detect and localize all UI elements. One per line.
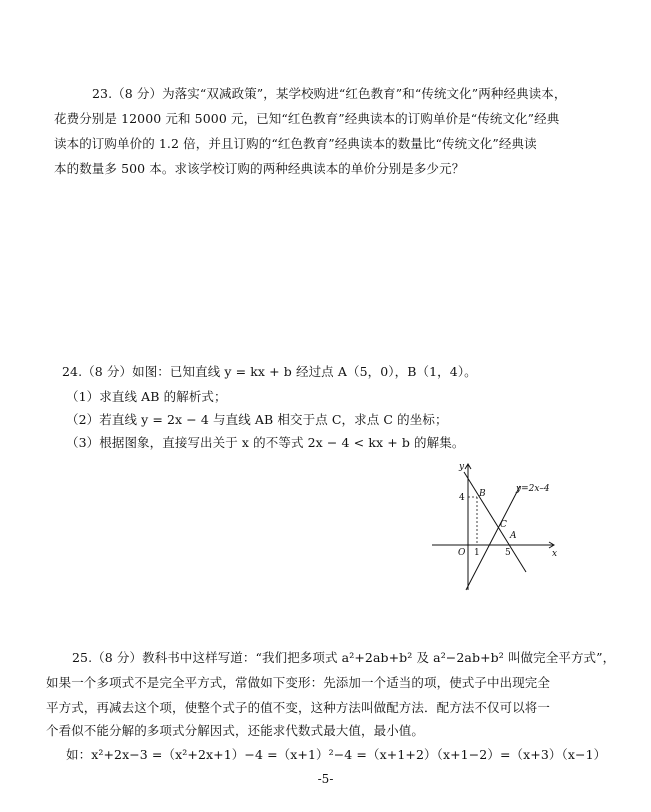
point-b-label: B [479, 489, 486, 499]
q23-line-4: 本的数量多 500 本。求该学校订购的两种经典读本的单价分别是多少元？ [54, 161, 465, 176]
x-axis-label: x [552, 549, 558, 559]
q25-line-2: 如果一个多项式不是完全平方式，常做如下变形：先添加一个适当的项，使式子中出现完全 [46, 675, 551, 690]
tick-5-label: 5 [505, 548, 511, 558]
q25-line-3: 平方式，再减去这个项，使整个式子的值不变，这种方法叫做配方法．配方法不仅可以将一 [46, 700, 551, 715]
point-c-label: C [500, 520, 507, 530]
q24-line-1: 24.（8 分）如图：已知直线 y = kx + b 经过点 A（5，0），B（1，4）。 [62, 364, 477, 379]
q25-line-5: 如：x²+2x−3 =（x²+2x+1）−4 =（x+1）²−4 =（x+1+2）（x+1−2）=（x+3）（x−1） [66, 747, 607, 762]
q23-line-3: 读本的订购单价的 1.2 倍，并且订购的“红色教育”经典读本的数量比“传统文化”经典读 [54, 136, 537, 151]
point-a-label: A [510, 531, 517, 541]
q24-line-2: （1）求直线 AB 的解析式； [66, 389, 227, 404]
page-number: -5- [317, 772, 334, 786]
origin-label: O [458, 548, 466, 558]
q24-line-3: （2）若直线 y = 2x − 4 与直线 AB 相交于点 C，求点 C 的坐标； [66, 412, 448, 427]
tick-4-label: 4 [459, 493, 465, 503]
q23-line-2: 花费分别是 12000 元和 5000 元，已知“红色教育”经典读本的订购单价是“传统文化”经典 [54, 111, 560, 126]
q25-line-1: 25.（8 分）教科书中这样写道：“我们把多项式 a²+2ab+b² 及 a²−2ab+b² 叫做完全平方式”， [72, 650, 616, 665]
y-axis-label: y [459, 462, 465, 472]
q24-line-4: （3）根据图象，直接写出关于 x 的不等式 2x − 4 < kx + b 的解集。 [66, 435, 465, 450]
q25-line-4: 个看似不能分解的多项式分解因式，还能求代数式最大值，最小值。 [46, 723, 425, 738]
q23-line-1: 23.（8 分）为落实“双减政策”，某学校购进“红色教育”和“传统文化”两种经典读本， [92, 86, 567, 101]
coordinate-figure [428, 458, 560, 593]
line-2x-4-label: y=2x–4 [516, 484, 550, 494]
tick-1-label: 1 [474, 548, 480, 558]
